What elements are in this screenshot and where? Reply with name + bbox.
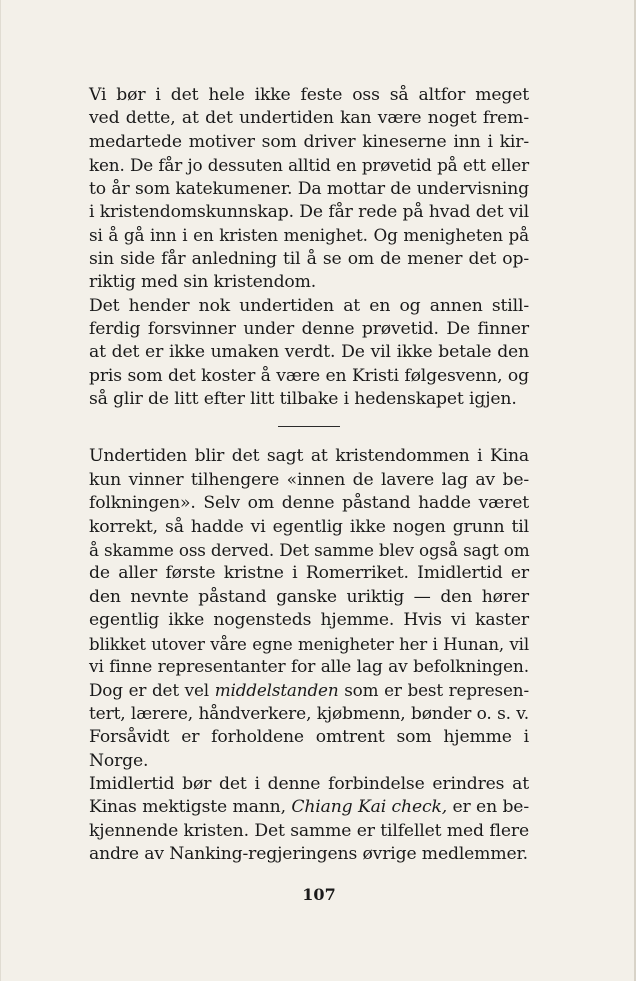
text-line: andre av Nanking-regjeringens øvrige medlemmer. (89, 844, 528, 865)
page-number: 107 (302, 885, 336, 904)
text-segment: Kinas mektigste mann, (89, 797, 292, 818)
text-line: riktig med sin kristendom. (89, 272, 317, 293)
text-line: egentlig ikke nogensteds hjemme. Hvis vi kaster (89, 610, 529, 631)
text-line: tert, lærere, håndverkere, kjøbmenn, bønder o. s. v. (89, 703, 529, 724)
text-line: si å gå inn i en kristen menighet. Og menigheten på (89, 225, 529, 246)
text-line: så glir de litt efter litt tilbake i hedenskapet igjen. (89, 389, 517, 410)
paragraph-3 (89, 445, 529, 772)
text-line: folkningen». Selv om denne påstand hadde været (89, 493, 529, 514)
italic-name: Chiang Kai check, (291, 797, 448, 818)
section-divider (278, 426, 340, 427)
text-line: Imidlertid bør det i denne forbindelse erindres at (89, 773, 529, 794)
text-line: pris som det koster å være en Kristi følgesvenn, og (89, 365, 529, 386)
text-line: Det hender nok undertiden at en og annen still- (89, 295, 529, 316)
paragraph-4 (89, 773, 529, 867)
text-line: de aller første kristne i Romerriket. Imidlertid er (89, 563, 529, 584)
text-line: ferdig forsvinner under denne prøvetid. De finner (89, 318, 529, 339)
text-line (89, 679, 529, 702)
text-segment: Dog er det vel (89, 680, 215, 701)
text-line: Forsåvidt er forholdene omtrent som hjemme i (89, 727, 529, 748)
italic-term: middelstanden (214, 680, 339, 701)
text-line: ken. De får jo dessuten alltid en prøvetid på ett eller (89, 155, 529, 176)
text-line: kun vinner tilhengere «innen de lavere lag av be- (89, 469, 529, 490)
text-line: ved dette, at det undertiden kan være noget frem- (89, 108, 529, 129)
paragraph-1 (89, 84, 529, 295)
text-line: kjennende kristen. Det samme er tilfellet med flere (89, 820, 529, 841)
text-line: at det er ikke umaken verdt. De vil ikke betale den (89, 342, 529, 363)
text-line: den nevnte påstand ganske uriktig — den hører (89, 586, 529, 607)
page-body-text (89, 84, 529, 867)
paragraph-2 (89, 295, 529, 412)
text-line: Norge. (89, 750, 149, 771)
text-line: vi finne representanter for alle lag av befolkningen. (89, 656, 529, 677)
text-line: Undertiden blir det sagt at kristendommen i Kina (89, 446, 529, 467)
text-line: å skamme oss derved. Det samme blev også sagt om (89, 540, 530, 561)
text-line: blikket utover våre egne menigheter her i Hunan, vil (89, 634, 529, 654)
text-segment: er en be- (447, 797, 529, 818)
text-line: korrekt, så hadde vi egentlig ikke nogen grunn til (89, 516, 529, 537)
text-line: medartede motiver som driver kineserne inn i kir- (89, 131, 529, 152)
text-line: to år som katekumener. Da mottar de undervisning (89, 178, 529, 199)
text-segment: som er best represen- (338, 680, 529, 701)
text-line (89, 796, 529, 819)
text-line: sin side får anledning til å se om de mener det op- (89, 248, 529, 269)
text-line: i kristendomskunnskap. De får rede på hvad det vil (89, 201, 529, 222)
text-line: Vi bør i det hele ikke feste oss så altfor meget (89, 85, 529, 105)
